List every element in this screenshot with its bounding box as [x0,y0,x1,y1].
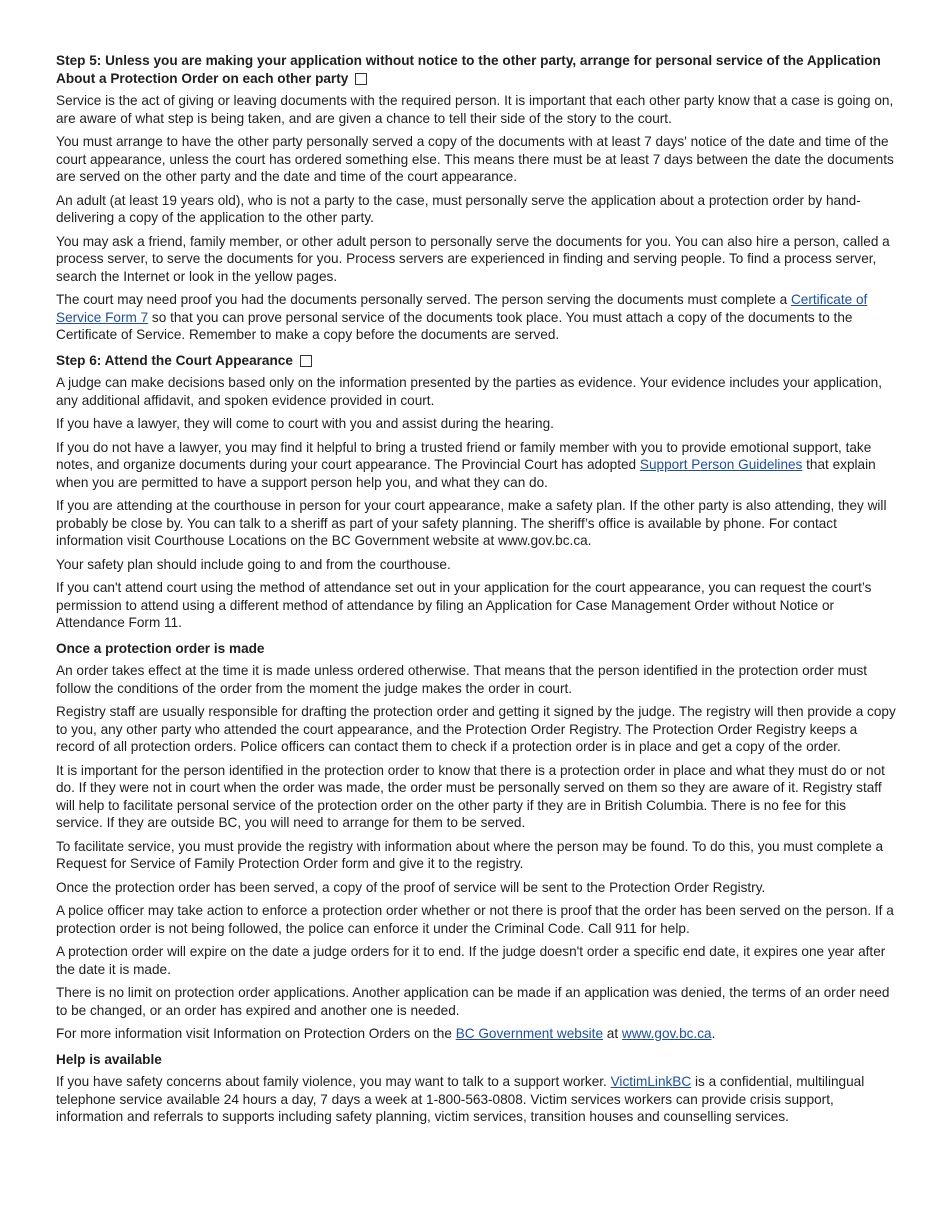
help-paragraph-1: If you have safety concerns about family violence, you may want to talk to a support worker. VictimLinkBC is a confidential, multilingual telephone service available 24 hours a day, 7 days a week at 1-800-563-0808. Victim services workers can provide crisis support, information and referrals to supports including safety planning, victim services, transition houses and counselling services. [56,1074,865,1124]
once-paragraph-2: Registry staff are usually responsible for drafting the protection order and getting it signed by the judge. The registry will then provide a copy to you, any other party who attended the court appearance, and the Protection Order Registry. The Protection Order Registry keeps a record of all protection orders. Police officers can contact them to check if a protection order is in place and get a copy of the order. [56,704,896,754]
bc-government-website-link[interactable]: BC Government website [455,1026,604,1041]
step6-heading: Step 6: Attend the Court Appearance [56,352,896,370]
step6-paragraph-5: Your safety plan should include going to and from the courthouse. [56,556,451,572]
gov-bc-ca-link[interactable]: www.gov.bc.ca [621,1026,712,1041]
once-paragraph-5: Once the protection order has been served, a copy of the proof of service will be sent to the Protection Order Registry. [56,879,766,895]
once-paragraph-8: There is no limit on protection order applications. Another application can be made if an application was denied, the terms of an order need to be changed, or an order has expired and another one is needed. [56,985,890,1018]
step6-paragraph-2: If you have a lawyer, they will come to court with you and assist during the hearing. [56,416,554,431]
once-heading: Once a protection order is made [56,640,265,656]
once-paragraph-3: It is important for the person identified in the protection order to know that there is a protection order in place and what they must do or not do. If they were not in court when the order was made, the order must be personally served on them so they are aware of it. Registry staff will help to facilitate personal service of the protection order on the other party if they are in British Columbia. There is no fee for this service. If they are outside BC, you will need to arrange for them to be served. [56,762,885,830]
step6-paragraph-3: If you do not have a lawyer, you may find it helpful to bring a trusted friend or family member with you to provide emotional support, take notes, and organize documents during your court appearance. The Provincial Court has adopted Support Person Guidelines that explain when you are permitted to have a support person help you, and what they can do. [56,439,876,490]
step6-paragraph-4: If you are attending at the courthouse in person for your court appearance, make a safety plan. If the other party is also attending, they will probably be close by. You can talk to a sheriff as part of your safety planning. The sheriff’s office is available by phone. For contact information visit Courthouse Locations on the BC Government website at www.gov.bc.ca. [56,498,887,548]
step5-checkbox[interactable] [355,73,367,85]
step6-checkbox[interactable] [300,355,312,367]
once-paragraph-1: An order takes effect at the time it is made unless ordered otherwise. That means that the person identified in the protection order must follow the conditions of the order from the moment the judge makes the order in court. [56,663,868,696]
step6-paragraph-6: If you can't attend court using the method of attendance set out in your application for the court appearance, you can request the court’s permission to attend using a different method of attendance by filing an Application for Case Management Order without Notice or Attendance Form 11. [56,580,872,630]
step5-paragraph-1: Service is the act of giving or leaving documents with the required person. It is important that each other party know that a case is going on, are aware of what step is being taken, and are given a chance to tell their side of the story to the court. [56,93,894,126]
step5-paragraph-3: An adult (at least 19 years old), who is not a party to the case, must personally serve the application about a protection order by hand-delivering a copy of the application to the other party. [56,192,861,225]
help-heading: Help is available [56,1051,162,1067]
once-paragraph-4: To facilitate service, you must provide the registry with information about where the person may be found. To do this, you must complete a Request for Service of Family Protection Order form and give it to the registry. [56,838,884,871]
once-paragraph-6: A police officer may take action to enforce a protection order whether or not there is proof that the order has been served on the person. If a protection order is not being followed, the police can enforce it under the Criminal Code. Call 911 for help. [56,903,894,936]
certificate-of-service-link[interactable]: Certificate of Service Form 7 [56,292,868,325]
once-paragraph-9: For more information visit Information on Protection Orders on the BC Government website at www.gov.bc.ca. [56,1026,716,1041]
support-person-guidelines-link[interactable]: Support Person Guidelines [639,457,803,472]
step5-paragraph-2: You must arrange to have the other party personally served a copy of the documents with at least 7 days' notice of the date and time of the court appearance, unless the court has ordered something else. This means there must be at least 7 days between the date the documents are served on the other party and the date and time of the court appearance. [56,134,894,184]
step5-paragraph-5: The court may need proof you had the documents personally served. The person serving the documents must complete a Certificate of Service Form 7 so that you can prove personal service of the documents took place. You must attach a copy of the documents to the Certificate of Service. Remember to make a copy before the documents are served. [56,292,868,342]
victimlinkbc-link[interactable]: VictimLinkBC [610,1074,692,1089]
step5-heading: Step 5: Unless you are making your application without notice to the other party, arrange for personal service of the Application About a Protection Order on each other party [56,53,881,86]
step6-paragraph-1: A judge can make decisions based only on the information presented by the parties as evidence. Your evidence includes your application, any additional affidavit, and spoken evidence provided in court. [56,375,882,408]
document-page [56,52,896,1132]
once-paragraph-7: A protection order will expire on the date a judge orders for it to end. If the judge doesn't order a specific end date, it expires one year after the date it is made. [56,944,886,977]
step5-paragraph-4: You may ask a friend, family member, or other adult person to personally serve the documents for you. You can also hire a person, called a process server, to serve the documents for you. Process servers are experienced in finding and serving people. To find a process server, search the Internet or look in the yellow pages. [56,233,890,284]
